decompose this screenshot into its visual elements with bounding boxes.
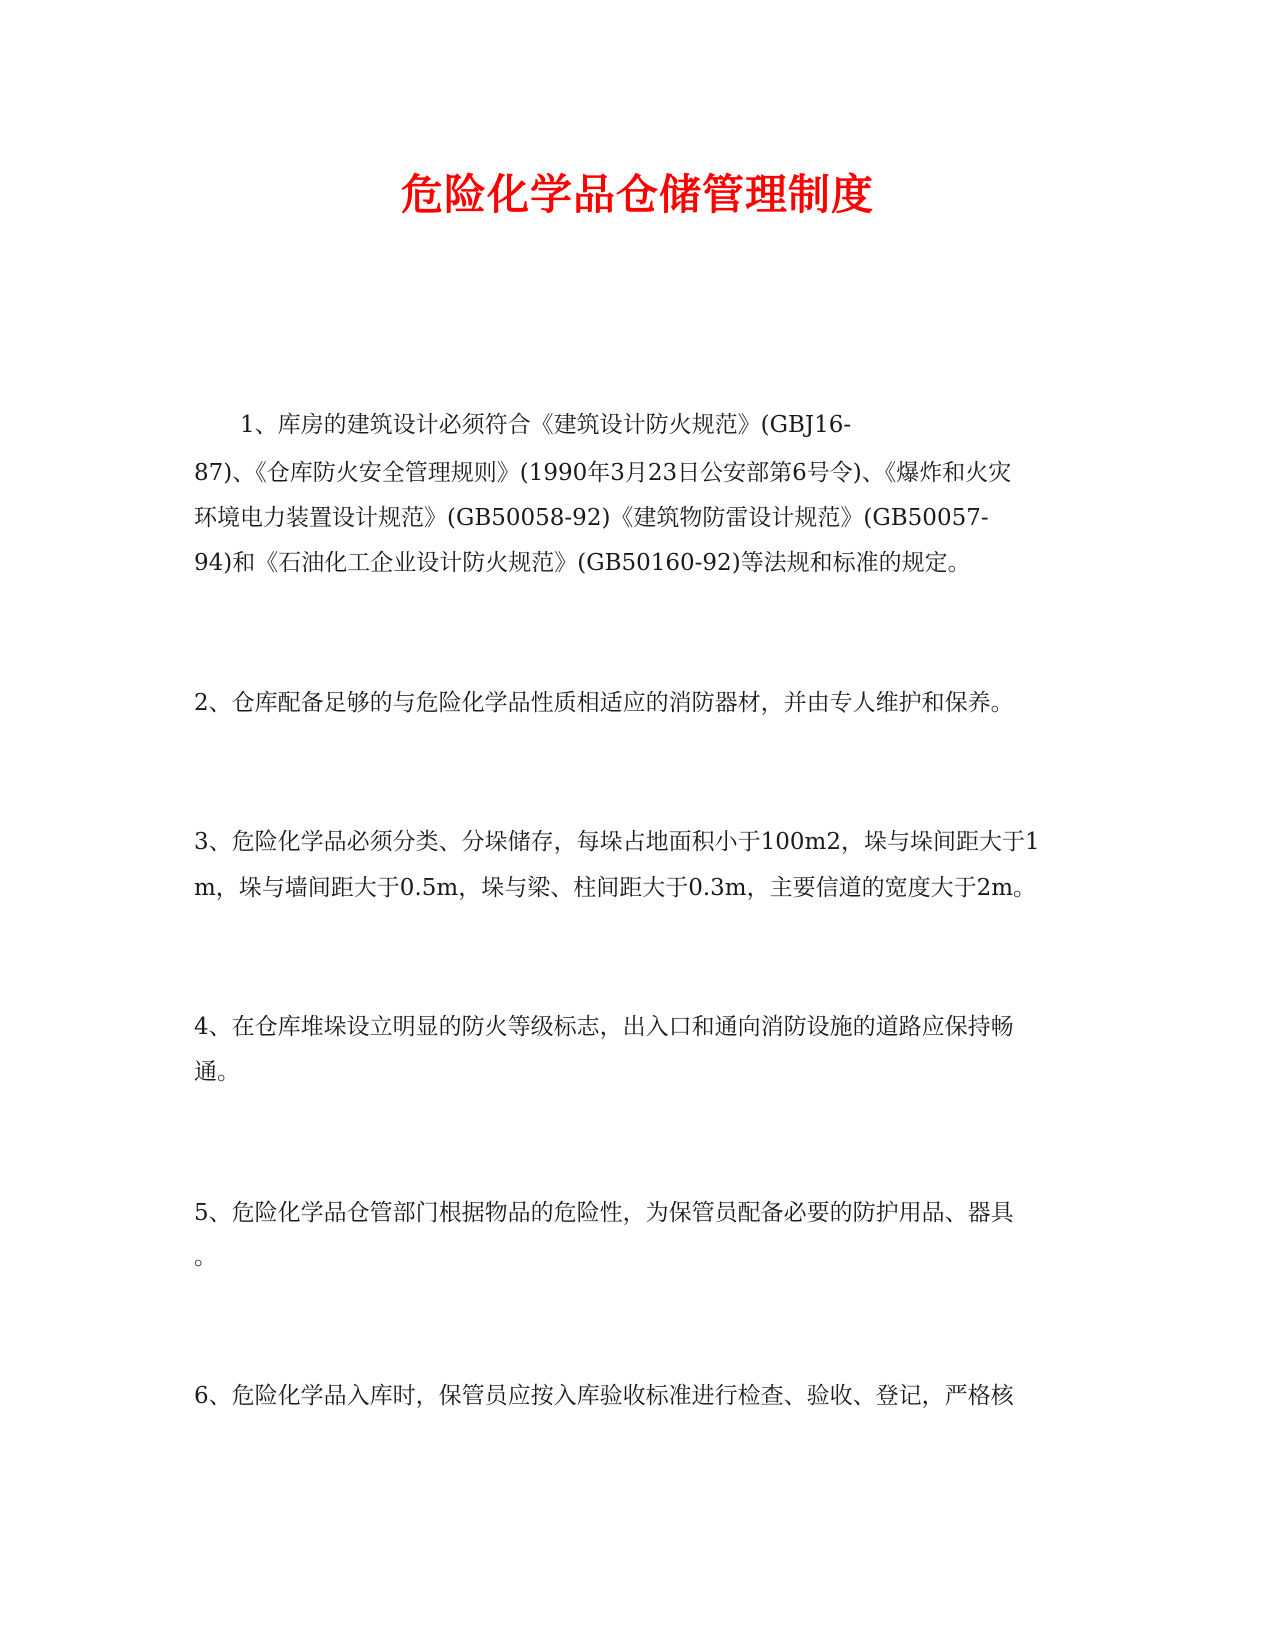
paragraph-6-line-1: 6、危险化学品入库时，保管员应按入库验收标准进行检查、验收、登记，严格核 <box>194 1383 1014 1409</box>
paragraph-1-line-1: 1、库房的建筑设计必须符合《建筑设计防火规范》(GBJ16- <box>240 412 852 438</box>
paragraph-5-line-2: 。 <box>194 1244 217 1270</box>
paragraph-2-line-1: 2、仓库配备足够的与危险化学品性质相适应的消防器材，并由专人维护和保养。 <box>194 690 1014 716</box>
paragraph-1-line-4: 94)和《石油化工企业设计防火规范》(GB50160-92)等法规和标准的规定。 <box>194 550 971 576</box>
paragraph-1-line-3: 环境电力装置设计规范》(GB50058-92)《建筑物防雷设计规范》(GB50057- <box>194 505 989 531</box>
paragraph-3-line-1: 3、危险化学品必须分类、分垛储存，每垛占地面积小于100m2，垛与垛间距大于1 <box>194 829 1040 855</box>
paragraph-5-line-1: 5、危险化学品仓管部门根据物品的危险性，为保管员配备必要的防护用品、器具 <box>194 1200 1014 1226</box>
paragraph-4-line-1: 4、在仓库堆垛设立明显的防火等级标志，出入口和通向消防设施的道路应保持畅 <box>194 1014 1014 1040</box>
document-title: 危险化学品仓储管理制度 <box>400 170 874 219</box>
paragraph-1-line-2: 87)、《仓库防火安全管理规则》(1990年3月23日公安部第6号令)、《爆炸和火灾 <box>194 460 1012 486</box>
paragraph-4-line-2: 通。 <box>194 1059 240 1085</box>
paragraph-3-line-2: m，垛与墙间距大于0.5m，垛与梁、柱间距大于0.3m，主要信道的宽度大于2m。 <box>194 875 1037 901</box>
